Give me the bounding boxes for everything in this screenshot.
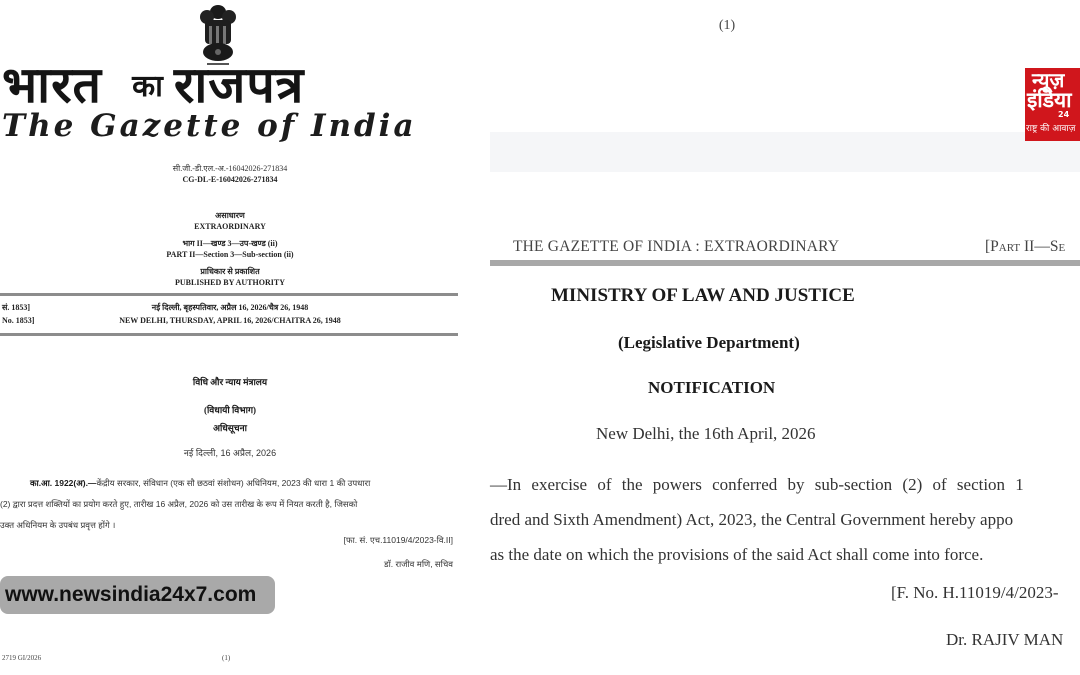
- issue-rule-top: [0, 293, 458, 296]
- notification-heading-english: NOTIFICATION: [648, 378, 776, 397]
- body-line: उक्त अधिनियम के उपबंध प्रवृत्त होंगे ।: [0, 520, 116, 530]
- body-line: dred and Sixth Amendment) Act, 2023, the Central Government hereby appo: [490, 510, 1014, 529]
- registration-number-hindi: सी.जी.-डी.एल.-अ.-16042026-271834: [172, 164, 288, 173]
- running-head-title: THE GAZETTE OF INDIA : EXTRAORDINARY: [513, 238, 840, 255]
- part-section-hindi: भाग II—खण्ड 3—उप-खण्ड (ii): [182, 239, 278, 248]
- issue-date-english: NEW DELHI, THURSDAY, APRIL 16, 2026/CHAITRA 26, 1948: [119, 316, 341, 325]
- masthead-ka: का: [132, 69, 164, 104]
- signatory-hindi: डॉ. राजीव मणि, सचिव: [384, 559, 453, 569]
- notification-body-hindi: [0, 473, 455, 536]
- ministry-heading-hindi: विधि और न्याय मंत्रालय: [192, 377, 268, 387]
- issue-rule-bottom: [0, 333, 458, 336]
- notification-date-hindi: नई दिल्ली, 16 अप्रैल, 2026: [183, 448, 277, 458]
- notification-heading-hindi: अधिसूचना: [213, 423, 247, 433]
- logo-line-india: इंडिया: [1027, 88, 1072, 112]
- published-by-authority-english: PUBLISHED BY AUTHORITY: [175, 278, 285, 287]
- signatory-english: Dr. RAJIV MAN: [946, 630, 1064, 649]
- notification-body-english: [490, 467, 1080, 572]
- logo-line-news: न्यूज़: [1032, 68, 1065, 92]
- website-watermark-link[interactable]: www.newsindia24x7.com: [0, 576, 275, 614]
- logo-tagline: राष्ट्र की आवाज़: [1026, 124, 1076, 134]
- published-by-authority-hindi: प्राधिकार से प्रकाशित: [200, 267, 260, 276]
- notification-lead-number: का.आ. 1922(अ).—: [30, 478, 97, 488]
- body-line: —In exercise of the powers conferred by sub-section (2) of section 1: [490, 475, 1024, 494]
- masthead-rajpatra: राजपत्र: [173, 56, 305, 114]
- running-head-part: [Part II—Se: [985, 238, 1066, 255]
- file-number-hindi: [फा. सं. एच.11019/4/2023-वि.II]: [343, 535, 453, 545]
- file-number-english: [F. No. H.11019/4/2023-: [891, 583, 1059, 602]
- extraordinary-label-hindi: असाधारण: [215, 211, 245, 220]
- footer-page-number: (1): [222, 654, 231, 662]
- body-line: (2) द्वारा प्रदत्त शक्तियों का प्रयोग करते हुए, तारीख 16 अप्रैल, 2026 को उस तारीख के रूप में नियत करती है, जिसको: [0, 499, 358, 509]
- page-number: (1): [718, 18, 736, 33]
- issue-number-english: No. 1853]: [2, 316, 35, 325]
- masthead-bharat: भारत: [2, 56, 103, 114]
- part-section-english: PART II—Section 3—Sub-section (ii): [166, 250, 294, 259]
- footer-print-code: 2719 GI/2026: [2, 654, 42, 662]
- issue-number-hindi: सं. 1853]: [2, 303, 31, 312]
- news-india-logo[interactable]: [1025, 68, 1080, 141]
- extraordinary-label-english: EXTRAORDINARY: [194, 222, 266, 231]
- running-head-rule: [490, 260, 1080, 266]
- ministry-heading-english: MINISTRY OF LAW AND JUSTICE: [551, 285, 855, 306]
- page-separator-band: [490, 132, 1080, 172]
- department-heading-hindi: (विधायी विभाग): [203, 405, 257, 415]
- department-heading-english: (Legislative Department): [618, 333, 800, 352]
- masthead-english: The Gazette of India: [2, 108, 417, 144]
- logo-line-24: 24: [1058, 110, 1070, 119]
- body-line: as the date on which the provisions of the said Act shall come into force.: [490, 545, 984, 564]
- registration-number-english: CG-DL-E-16042026-271834: [182, 175, 278, 184]
- body-line: का.आ. 1922(अ).—केंद्रीय सरकार, संविधान (एक सौ छठवां संशोधन) अधिनियम, 2023 की धारा 1 की उपधारा: [30, 478, 371, 488]
- notification-date-english: New Delhi, the 16th April, 2026: [596, 424, 816, 443]
- issue-date-hindi: नई दिल्ली, बृहस्पतिवार, अप्रैल 16, 2026/चैत्र 26, 1948: [151, 303, 309, 312]
